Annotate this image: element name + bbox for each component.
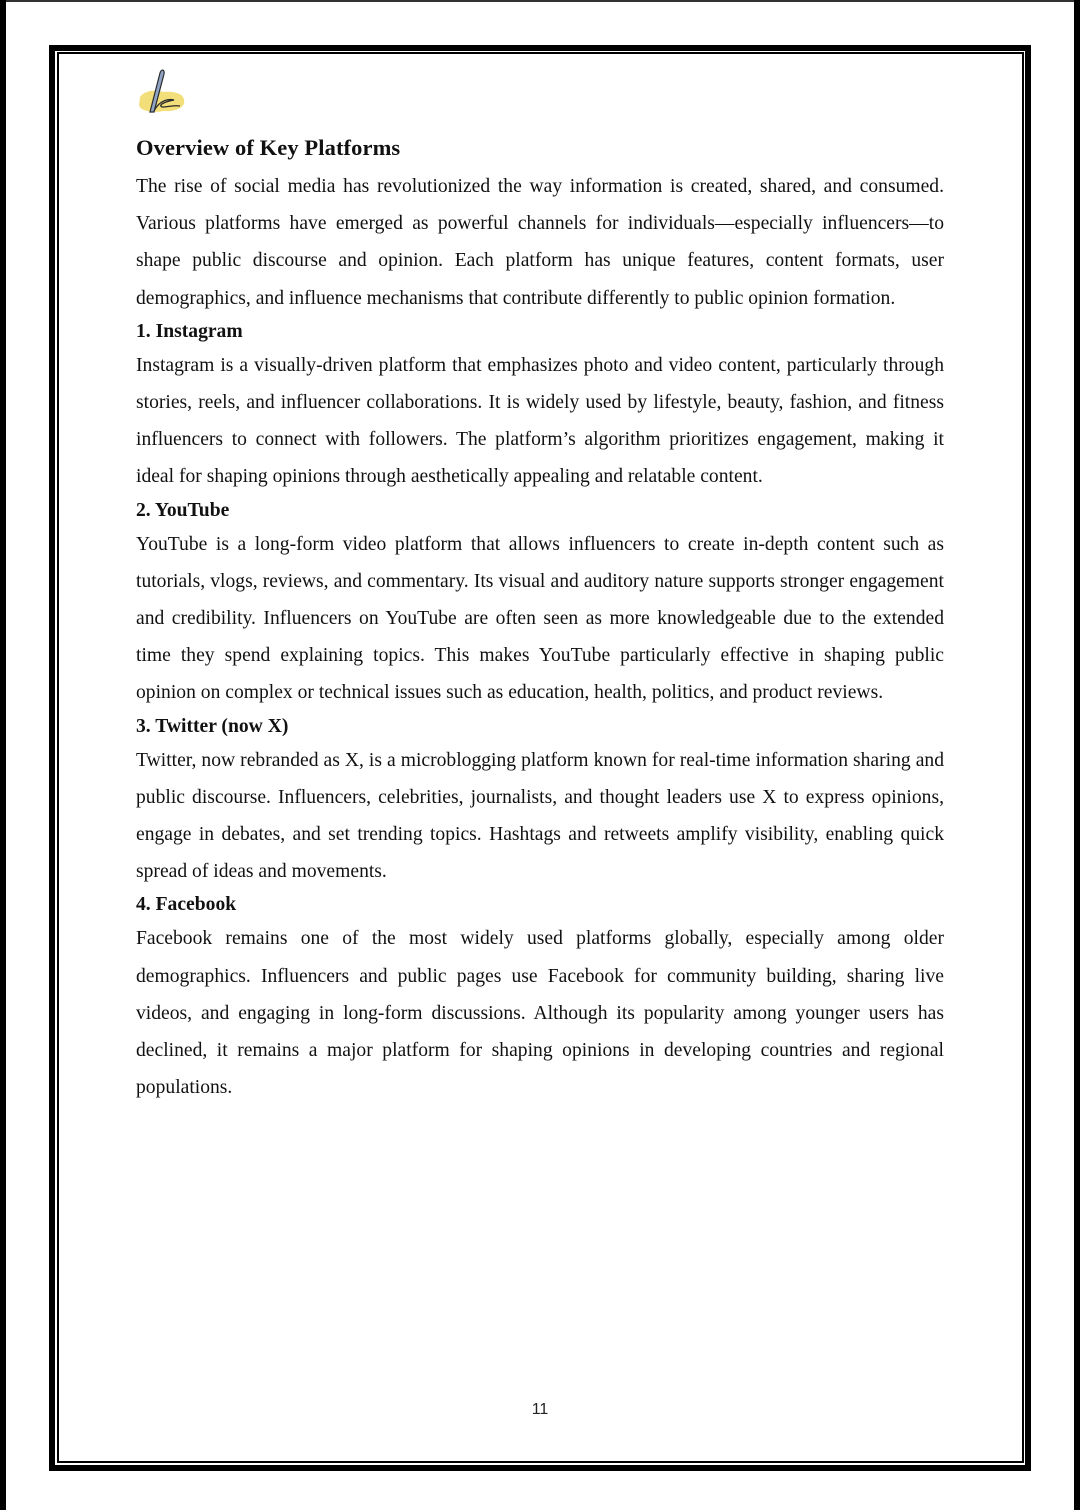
subsection-heading-instagram: 1. Instagram bbox=[136, 320, 243, 342]
section-title: Overview of Key Platforms bbox=[136, 135, 401, 160]
intro-paragraph: The rise of social media has revolutionized the way information is created, shared, and consumed. Various platforms have emerged as powerful channels for individuals—especially influencers—to shape public discourse and opinion. Each platform has unique features, content formats, user demographics, and influence mechanisms that contribute differently to public opinion formation. bbox=[136, 176, 944, 309]
scan-edge-top bbox=[0, 0, 1080, 2]
pen-writing-icon bbox=[134, 67, 188, 117]
subsection-body-youtube: YouTube is a long-form video platform that allows influencers to create in-depth content such as tutorials, vlogs, reviews, and commentary. Its visual and auditory nature supports stronger engagement and credibility. Influencers on YouTube are often seen as more knowledgeable due to the extended time they spend explaining topics. This makes YouTube particularly effective in shaping public opinion on complex or technical issues such as education, health, politics, and product reviews. bbox=[136, 533, 944, 704]
subsection-heading-facebook: 4. Facebook bbox=[136, 894, 237, 916]
scan-edge-right bbox=[1074, 0, 1080, 1510]
subsection-body-twitter: Twitter, now rebranded as X, is a microblogging platform known for real-time information sharing and public discourse. Influencers, celebrities, journalists, and thought leaders use X to express opinions, engage in debates, and set trending topics. Hashtags and retweets amplify visibility, enabling quick spread of ideas and movements. bbox=[136, 749, 944, 883]
page-number: 11 bbox=[531, 1401, 549, 1418]
subsection-body-facebook: Facebook remains one of the most widely used platforms globally, especially among older demographics. Influencers and public pages use Facebook for community building, sharing live videos, and engaging in long-form discussions. Although its popularity among younger users has declined, it remains a major platform for shaping opinions in developing countries and regional populations. bbox=[136, 928, 944, 1099]
subsection-heading-youtube: 2. YouTube bbox=[136, 499, 230, 521]
scan-edge-left bbox=[0, 0, 6, 1510]
subsection-body-instagram: Instagram is a visually-driven platform that emphasizes photo and video content, particularly through stories, reels, and influencer collaborations. It is widely used by lifestyle, beauty, fashion, and fitness influencers to connect with followers. The platform’s algorithm prioritizes engagement, making it ideal for shaping opinions through aesthetically appealing and relatable content. bbox=[136, 354, 944, 488]
subsection-heading-twitter: 3. Twitter (now X) bbox=[136, 715, 289, 737]
document-body bbox=[136, 128, 944, 1106]
